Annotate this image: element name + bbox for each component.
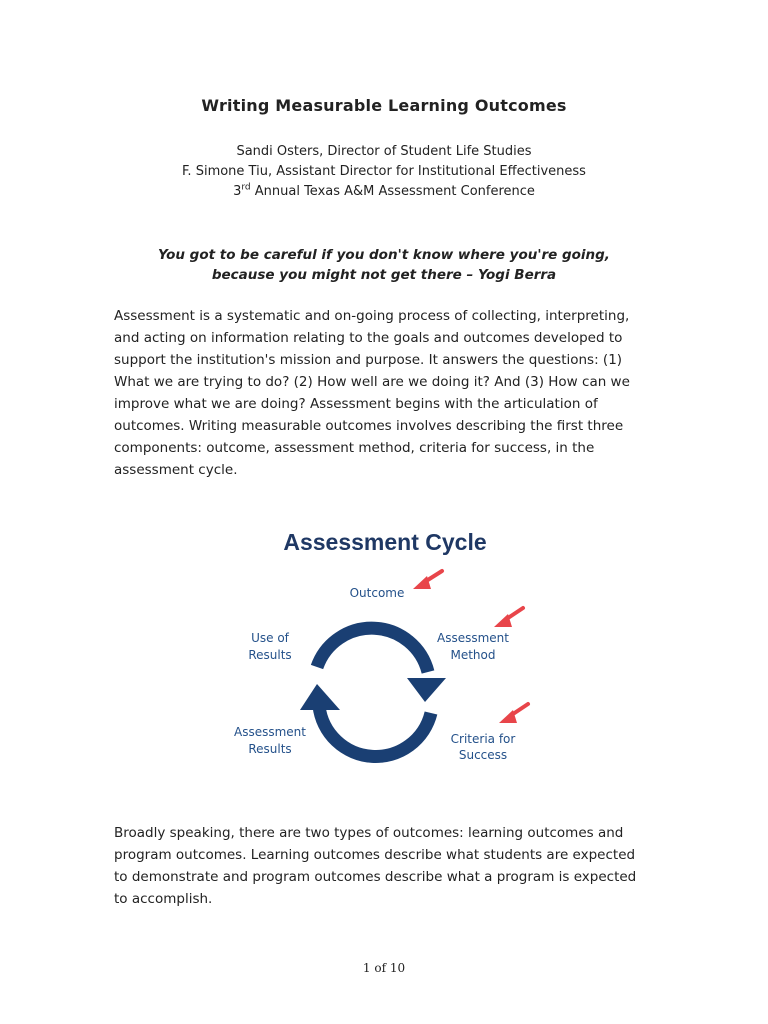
cycle-arrowhead-down <box>407 678 446 702</box>
paragraph-line: components: outcome, assessment method, criteria for success, in the <box>114 440 595 456</box>
paragraph-line: Assessment is a systematic and on-going process of collecting, interpreting, <box>114 308 630 324</box>
quote-line-1: You got to be careful if you don't know where you're going, <box>158 247 610 263</box>
label-use-of-results-1: Use of <box>251 631 289 645</box>
document-title: Writing Measurable Learning Outcomes <box>201 96 567 115</box>
author-line-2: F. Simone Tiu, Assistant Director for Institutional Effectiveness <box>182 164 586 179</box>
paragraph-line: and acting on information relating to the goals and outcomes developed to <box>114 330 623 346</box>
epigraph-quote <box>0 245 768 285</box>
paragraph-line: program outcomes. Learning outcomes describe what students are expected <box>114 847 636 863</box>
assessment-cycle-diagram <box>220 515 560 805</box>
cycle-arc-bottom <box>319 706 431 756</box>
page-number: 1 of 10 <box>362 961 406 975</box>
outcomes-paragraph <box>114 822 654 910</box>
pointer-arrow-criteria <box>499 704 528 723</box>
paragraph-line: to accomplish. <box>114 891 213 907</box>
intro-paragraph <box>114 305 654 481</box>
paragraph-line: What we are trying to do? (2) How well are we doing it? And (3) How can we <box>114 374 630 390</box>
conference-name: Annual Texas A&M Assessment Conference <box>250 184 535 199</box>
label-use-of-results-2: Results <box>248 648 292 662</box>
author-line-1: Sandi Osters, Director of Student Life Studies <box>236 144 532 159</box>
pointer-arrow-outcome <box>413 571 442 589</box>
label-criteria-2: Success <box>458 748 508 762</box>
paragraph-line: outcomes. Writing measurable outcomes involves describing the first three <box>114 418 624 434</box>
conference-line <box>0 182 768 202</box>
label-assessment-results-2: Results <box>248 742 292 756</box>
label-outcome: Outcome <box>349 586 405 600</box>
label-criteria-1: Criteria for <box>450 732 516 746</box>
conference-ordinal: 3 <box>233 184 242 199</box>
author-block <box>0 142 768 202</box>
conference-ordinal-suffix: rd <box>241 182 251 193</box>
diagram-title: Assessment Cycle <box>283 529 487 555</box>
cycle-arc-top <box>317 628 428 672</box>
paragraph-line: Broadly speaking, there are two types of outcomes: learning outcomes and <box>114 825 624 841</box>
label-assessment-method-1: Assessment <box>437 631 509 645</box>
label-assessment-method-2: Method <box>450 648 496 662</box>
cycle-arrowhead-up <box>300 684 340 710</box>
paragraph-line: to demonstrate and program outcomes describe what a program is expected <box>114 869 637 885</box>
label-assessment-results-1: Assessment <box>234 725 306 739</box>
paragraph-line: improve what we are doing? Assessment begins with the articulation of <box>114 396 598 412</box>
paragraph-line: assessment cycle. <box>114 462 238 478</box>
pointer-arrow-method <box>494 608 523 627</box>
quote-line-2: because you might not get there – Yogi Berra <box>211 267 557 283</box>
paragraph-line: support the institution's mission and purpose. It answers the questions: (1) <box>114 352 623 368</box>
